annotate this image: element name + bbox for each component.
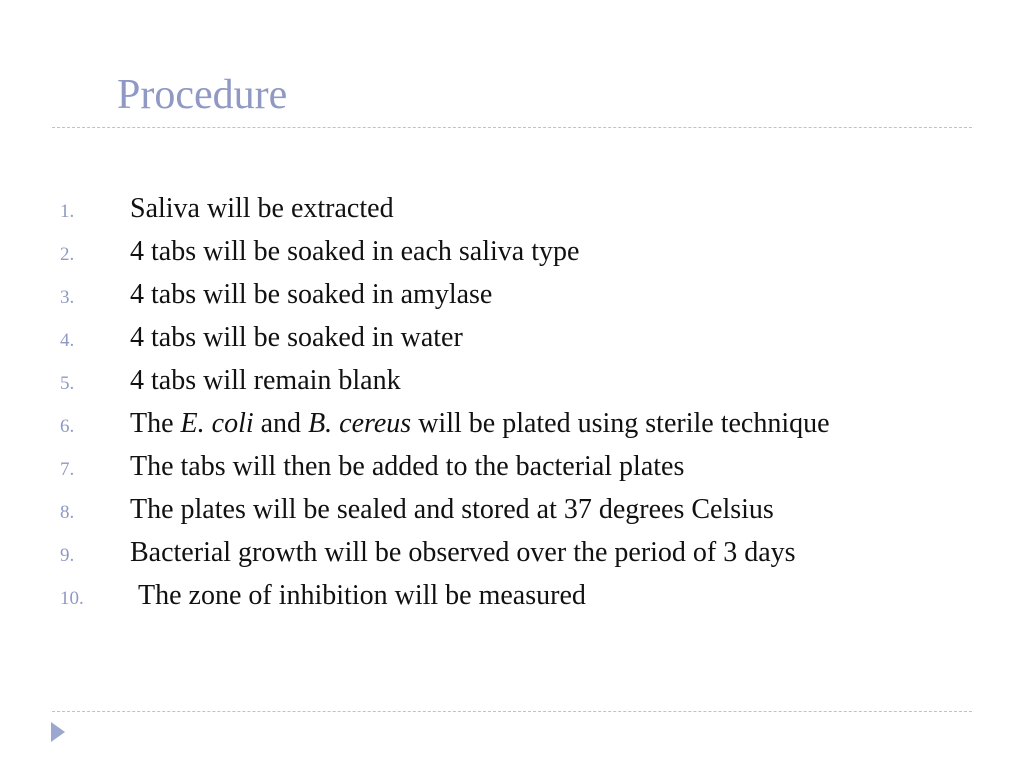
list-item-text: 4 tabs will be soaked in amylase — [130, 279, 493, 310]
list-item-number: 7. — [60, 459, 75, 480]
list-item — [60, 192, 960, 225]
list-item — [60, 407, 960, 440]
triangle-right-icon — [51, 722, 65, 742]
text-segment: will be plated using sterile technique — [411, 408, 830, 439]
text-segment: and — [253, 408, 309, 439]
list-item — [60, 450, 960, 483]
title-divider — [52, 127, 972, 128]
list-item — [60, 536, 960, 569]
list-item — [60, 364, 960, 397]
list-item-text: 4 tabs will be soaked in water — [130, 322, 463, 353]
list-item-text: The zone of inhibition will be measured — [138, 580, 586, 611]
text-segment: The — [130, 408, 181, 439]
footer-divider — [52, 711, 972, 712]
list-item-text: Saliva will be extracted — [130, 193, 394, 224]
list-item-number: 6. — [60, 416, 75, 437]
species-name-bcereus: B. cereus — [308, 408, 412, 439]
list-item — [60, 493, 960, 526]
list-item-number: 2. — [60, 244, 75, 265]
list-item-text: 4 tabs will remain blank — [130, 365, 401, 396]
list-item-number: 8. — [60, 502, 75, 523]
species-name-ecoli: E. coli — [180, 408, 254, 439]
list-item-number: 4. — [60, 330, 75, 351]
list-item-number: 9. — [60, 545, 75, 566]
list-item-text: 4 tabs will be soaked in each saliva type — [130, 236, 580, 267]
list-item-text: Bacterial growth will be observed over the period of 3 days — [130, 537, 796, 568]
list-item-text — [130, 407, 960, 440]
list-item-number: 10. — [60, 588, 84, 609]
list-item — [60, 235, 960, 268]
procedure-list — [60, 192, 960, 622]
list-item-number: 3. — [60, 287, 75, 308]
list-item-text: The tabs will then be added to the bacterial plates — [130, 451, 685, 482]
list-item — [60, 579, 960, 612]
list-item-number: 1. — [60, 201, 75, 222]
list-item-text: The plates will be sealed and stored at 37 degrees Celsius — [130, 494, 774, 525]
list-item — [60, 278, 960, 311]
list-item — [60, 321, 960, 354]
slide-title: Procedure — [117, 72, 288, 118]
list-item-number: 5. — [60, 373, 75, 394]
